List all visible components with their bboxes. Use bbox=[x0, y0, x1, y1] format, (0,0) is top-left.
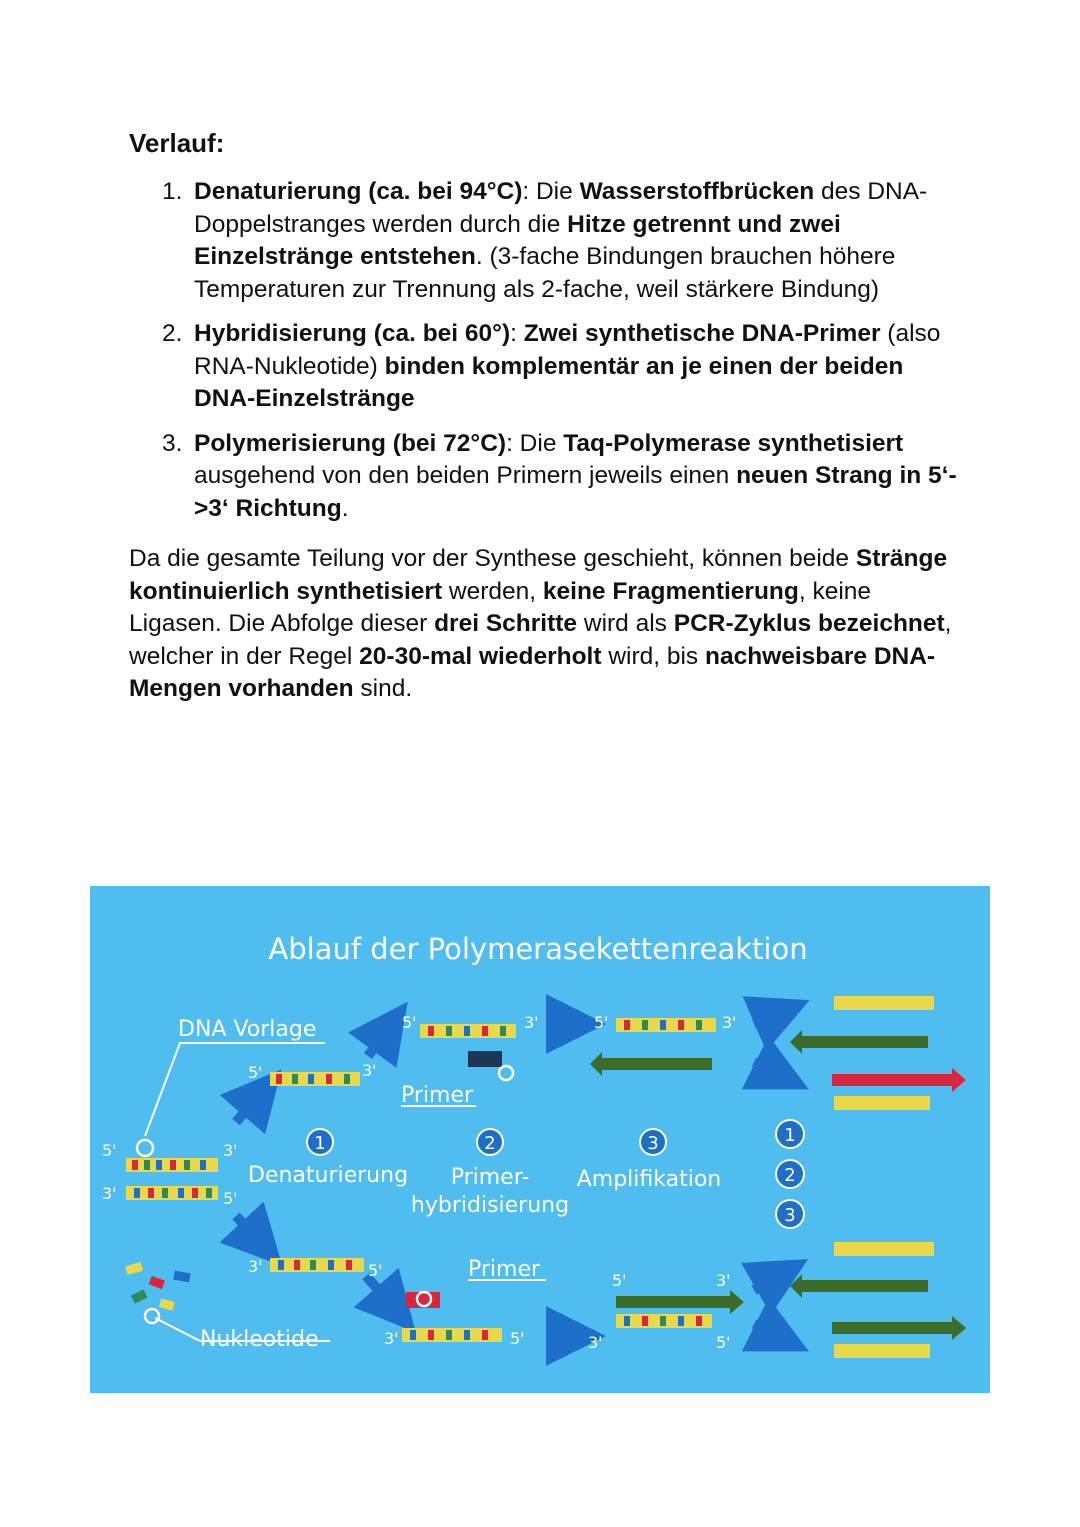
bold-text-run: Hybridisierung (ca. bei 60°) bbox=[194, 320, 511, 347]
arrow-final-1 bbox=[754, 1012, 782, 1024]
amp-lower-3prime-b: 3' bbox=[588, 1333, 603, 1352]
lower-single-strand bbox=[270, 1258, 364, 1272]
text-run: . (3-fache Bindungen brauchen höhere Temperaturen zur Trennung als 2-fache, weil stärkere Bindung) bbox=[194, 243, 896, 303]
bold-text-run: keine Fragmentierung bbox=[542, 577, 799, 605]
amp-lower-5prime-b: 5' bbox=[716, 1333, 731, 1352]
dna-template-double-strand bbox=[126, 1158, 218, 1200]
bold-text-run: Polymerisierung (bei 72°C) bbox=[194, 429, 507, 457]
amp-upper-3prime: 3' bbox=[722, 1013, 737, 1032]
lower-3prime: 3' bbox=[248, 1257, 263, 1276]
text-run: (also RNA-Nukleotide) bbox=[194, 320, 941, 380]
step-item bbox=[162, 318, 962, 416]
step-number: 2. bbox=[162, 320, 183, 347]
nukleotide-label: Nukleotide bbox=[200, 1327, 319, 1352]
text-run: , welcher in der Regel bbox=[129, 610, 952, 670]
nucleotide-pointer-circle bbox=[145, 1309, 159, 1323]
amplification-lower bbox=[616, 1290, 744, 1328]
text-run: : Die bbox=[506, 429, 564, 457]
text-run: werden, bbox=[442, 577, 543, 605]
step-1-number: 1 bbox=[314, 1133, 326, 1154]
step-item bbox=[162, 428, 962, 526]
bold-text-run: PCR-Zyklus bezeichnet bbox=[673, 610, 945, 637]
step-list bbox=[162, 176, 962, 537]
bold-text-run: binden komplementär an je einen der beiden DNA-Einzelstränge bbox=[194, 352, 904, 412]
text-run: : Die bbox=[522, 178, 580, 205]
step-1-label: Denaturierung bbox=[247, 1163, 409, 1188]
text-run: wird, bis bbox=[601, 642, 705, 670]
step-2-label-line1: Primer- bbox=[450, 1165, 530, 1190]
arrow-to-upper-strand bbox=[236, 1092, 262, 1122]
text-run: sind. bbox=[353, 675, 413, 702]
text-run: des DNA-Doppelstranges werden durch die bbox=[194, 178, 928, 238]
pcr-diagram-svg bbox=[90, 886, 990, 1393]
template-3prime-lower: 3' bbox=[102, 1184, 117, 1203]
bold-text-run: Denaturierung (ca. bei 94°C) bbox=[194, 178, 523, 205]
text-run: . bbox=[341, 494, 349, 522]
primer-upper-5prime: 5' bbox=[402, 1013, 417, 1032]
cycle-2-label: 2 bbox=[784, 1165, 796, 1186]
primer-top-pointer bbox=[499, 1066, 513, 1080]
arrow-to-primer-bottom bbox=[366, 1276, 396, 1310]
step-3-number: 3 bbox=[647, 1133, 659, 1154]
step-number: 1. bbox=[162, 178, 183, 205]
bold-text-run: Wasserstoffbrücken bbox=[579, 178, 815, 205]
arrow-to-primer-top bbox=[368, 1026, 390, 1056]
primer-lower-3prime: 3' bbox=[384, 1329, 399, 1348]
step-2-label-line2: hybridisierung bbox=[410, 1193, 570, 1218]
step-item bbox=[162, 176, 962, 306]
section-heading: Verlauf: bbox=[129, 128, 225, 158]
primer-lower-5prime: 5' bbox=[510, 1329, 525, 1348]
arrow-final-4 bbox=[754, 1324, 782, 1338]
step-text bbox=[194, 430, 957, 522]
amplification-upper bbox=[590, 1018, 716, 1076]
text-run: Da die gesamte Teilung vor der Synthese geschieht, können beide bbox=[129, 545, 856, 572]
final-products bbox=[790, 996, 966, 1358]
arrow-final-2 bbox=[754, 1062, 782, 1076]
bold-text-run: drei Schritte bbox=[434, 610, 578, 637]
cycle-3-label: 3 bbox=[784, 1205, 796, 1226]
template-5prime-lower: 5' bbox=[223, 1189, 238, 1208]
step-number: 3. bbox=[162, 429, 183, 457]
amp-lower-3prime: 3' bbox=[716, 1271, 731, 1290]
bold-text-run: Taq-Polymerase synthetisiert bbox=[563, 429, 904, 457]
text-run: : bbox=[510, 320, 524, 347]
primer-bottom-label: Primer bbox=[468, 1257, 541, 1282]
text-run: ausgehend von den beiden Primern jeweils einen bbox=[194, 462, 737, 489]
template-3prime: 3' bbox=[223, 1141, 238, 1160]
bold-text-run: Stränge kontinuierlich synthetisiert bbox=[129, 545, 948, 605]
step-3-label: Amplifikation bbox=[576, 1167, 722, 1192]
pcr-diagram bbox=[90, 886, 990, 1393]
step-text bbox=[194, 178, 927, 303]
dna-vorlage-label: DNA Vorlage bbox=[178, 1017, 317, 1042]
upper-single-strand bbox=[270, 1072, 360, 1086]
cycle-1-label: 1 bbox=[784, 1125, 796, 1146]
text-run: wird als bbox=[577, 610, 674, 637]
text-run: , keine Ligasen. Die Abfolge dieser bbox=[129, 577, 872, 637]
dna-pointer-circle bbox=[137, 1140, 153, 1156]
amp-upper-5prime: 5' bbox=[594, 1013, 609, 1032]
upper-5prime: 5' bbox=[248, 1063, 263, 1082]
dna-vorlage-leader bbox=[145, 1043, 325, 1136]
upper-3prime: 3' bbox=[362, 1061, 377, 1080]
primer-upper-3prime: 3' bbox=[524, 1013, 539, 1032]
arrow-to-lower-strand bbox=[236, 1216, 262, 1244]
amp-lower-5prime: 5' bbox=[612, 1271, 627, 1290]
bold-text-run: neuen Strang in 5‘->3‘ Richtung bbox=[194, 462, 957, 522]
upper-strand-with-primer bbox=[420, 1024, 516, 1067]
step-text bbox=[194, 320, 940, 412]
figure-title: Ablauf der Polymerasekettenreaktion bbox=[268, 932, 808, 966]
bold-text-run: Zwei synthetische DNA-Primer bbox=[523, 320, 881, 347]
primer-top-label: Primer bbox=[401, 1083, 474, 1108]
lower-5prime: 5' bbox=[368, 1261, 383, 1280]
free-nucleotides bbox=[125, 1262, 190, 1311]
bold-text-run: 20-30-mal wiederholt bbox=[359, 642, 602, 670]
bold-text-run: Hitze getrennt und zwei Einzelstränge entstehen bbox=[194, 210, 841, 270]
template-5prime: 5' bbox=[102, 1141, 117, 1160]
arrow-final-3 bbox=[754, 1274, 782, 1290]
bold-text-run: nachweisbare DNA-Mengen vorhanden bbox=[129, 642, 936, 702]
step-2-number: 2 bbox=[484, 1133, 496, 1154]
summary-paragraph bbox=[129, 543, 959, 706]
